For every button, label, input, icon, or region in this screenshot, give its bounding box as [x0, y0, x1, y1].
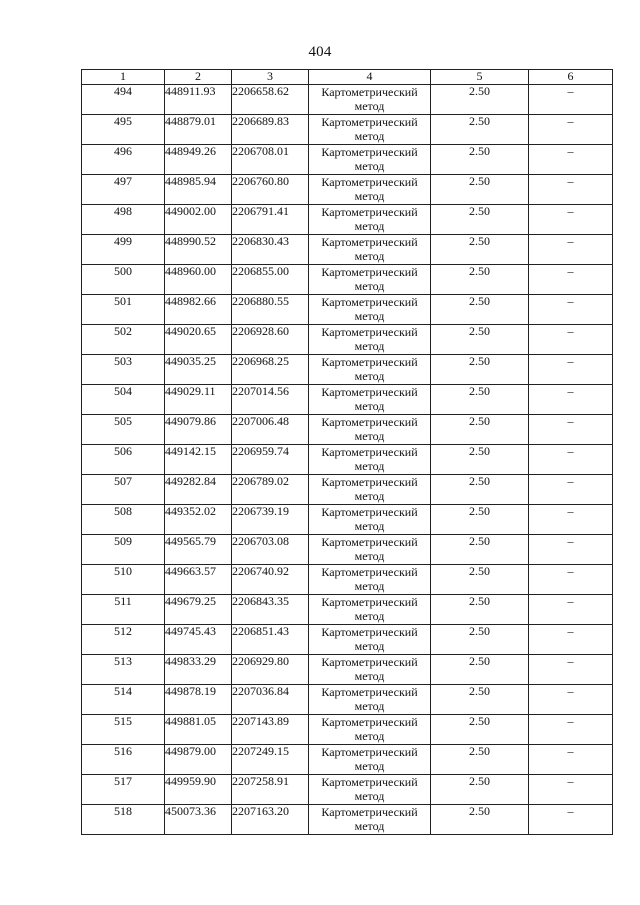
- accuracy-cell: 2.50: [431, 415, 529, 445]
- accuracy-cell: 2.50: [431, 475, 529, 505]
- note-cell: –: [529, 235, 613, 265]
- table-row: [82, 445, 613, 475]
- table-body: [82, 85, 613, 835]
- y-coordinate-cell: 2207006.48: [232, 415, 309, 445]
- header-col-6: 6: [529, 70, 613, 85]
- method-line-1: Картометрический: [321, 205, 418, 219]
- note-cell: –: [529, 655, 613, 685]
- point-number-cell: 495: [82, 115, 165, 145]
- method-line-1: Картометрический: [321, 355, 418, 369]
- method-line-1: Картометрический: [321, 115, 418, 129]
- y-coordinate-cell: 2206928.60: [232, 325, 309, 355]
- x-coordinate-cell: 449282.84: [165, 475, 232, 505]
- method-line-1: Картометрический: [321, 385, 418, 399]
- page-number: 404: [308, 44, 332, 60]
- method-line-2: метод: [354, 279, 385, 293]
- x-coordinate-cell: 449833.29: [165, 655, 232, 685]
- note-cell: –: [529, 745, 613, 775]
- method-line-2: метод: [354, 819, 385, 833]
- method-line-2: метод: [354, 219, 385, 233]
- accuracy-cell: 2.50: [431, 175, 529, 205]
- y-coordinate-cell: 2206791.41: [232, 205, 309, 235]
- method-line-2: метод: [354, 579, 385, 593]
- table-row: [82, 565, 613, 595]
- method-line-1: Картометрический: [321, 475, 418, 489]
- accuracy-cell: 2.50: [431, 85, 529, 115]
- table-row: [82, 625, 613, 655]
- method-cell: [309, 715, 431, 745]
- point-number-cell: 508: [82, 505, 165, 535]
- y-coordinate-cell: 2206843.35: [232, 595, 309, 625]
- method-line-1: Картометрический: [321, 265, 418, 279]
- method-line-2: метод: [354, 129, 385, 143]
- accuracy-cell: 2.50: [431, 505, 529, 535]
- method-line-2: метод: [354, 519, 385, 533]
- x-coordinate-cell: 449079.86: [165, 415, 232, 445]
- table-row: [82, 805, 613, 835]
- method-line-2: метод: [354, 609, 385, 623]
- method-line-1: Картометрический: [321, 85, 418, 99]
- point-number-cell: 497: [82, 175, 165, 205]
- header-col-4: 4: [309, 70, 431, 85]
- point-number-cell: 513: [82, 655, 165, 685]
- y-coordinate-cell: 2207143.89: [232, 715, 309, 745]
- point-number-cell: 501: [82, 295, 165, 325]
- method-line-1: Картометрический: [321, 235, 418, 249]
- table-row: [82, 355, 613, 385]
- point-number-cell: 505: [82, 415, 165, 445]
- header-col-3: 3: [232, 70, 309, 85]
- point-number-cell: 496: [82, 145, 165, 175]
- method-line-2: метод: [354, 249, 385, 263]
- note-cell: –: [529, 415, 613, 445]
- accuracy-cell: 2.50: [431, 295, 529, 325]
- accuracy-cell: 2.50: [431, 625, 529, 655]
- y-coordinate-cell: 2207163.20: [232, 805, 309, 835]
- note-cell: –: [529, 535, 613, 565]
- y-coordinate-cell: 2206830.43: [232, 235, 309, 265]
- table-row: [82, 205, 613, 235]
- accuracy-cell: 2.50: [431, 745, 529, 775]
- method-cell: [309, 595, 431, 625]
- y-coordinate-cell: 2206739.19: [232, 505, 309, 535]
- method-line-1: Картометрический: [321, 685, 418, 699]
- method-cell: [309, 505, 431, 535]
- method-line-2: метод: [354, 729, 385, 743]
- y-coordinate-cell: 2206929.80: [232, 655, 309, 685]
- point-number-cell: 516: [82, 745, 165, 775]
- note-cell: –: [529, 805, 613, 835]
- x-coordinate-cell: 449878.19: [165, 685, 232, 715]
- method-cell: [309, 355, 431, 385]
- point-number-cell: 517: [82, 775, 165, 805]
- accuracy-cell: 2.50: [431, 655, 529, 685]
- y-coordinate-cell: 2206760.80: [232, 175, 309, 205]
- method-line-1: Картометрический: [321, 325, 418, 339]
- point-number-cell: 504: [82, 385, 165, 415]
- method-cell: [309, 685, 431, 715]
- x-coordinate-cell: 449959.90: [165, 775, 232, 805]
- y-coordinate-cell: 2207036.84: [232, 685, 309, 715]
- accuracy-cell: 2.50: [431, 355, 529, 385]
- accuracy-cell: 2.50: [431, 445, 529, 475]
- header-col-1: 1: [82, 70, 165, 85]
- x-coordinate-cell: 449663.57: [165, 565, 232, 595]
- table-row: [82, 595, 613, 625]
- table-row: [82, 85, 613, 115]
- x-coordinate-cell: 449352.02: [165, 505, 232, 535]
- method-line-1: Картометрический: [321, 745, 418, 759]
- method-line-1: Картометрический: [321, 565, 418, 579]
- y-coordinate-cell: 2206740.92: [232, 565, 309, 595]
- table-row: [82, 475, 613, 505]
- y-coordinate-cell: 2206959.74: [232, 445, 309, 475]
- method-line-2: метод: [354, 159, 385, 173]
- table-row: [82, 385, 613, 415]
- note-cell: –: [529, 475, 613, 505]
- method-line-2: метод: [354, 549, 385, 563]
- method-line-1: Картометрический: [321, 145, 418, 159]
- method-cell: [309, 265, 431, 295]
- point-number-cell: 502: [82, 325, 165, 355]
- method-line-2: метод: [354, 759, 385, 773]
- note-cell: –: [529, 265, 613, 295]
- x-coordinate-cell: 449002.00: [165, 205, 232, 235]
- x-coordinate-cell: 449035.25: [165, 355, 232, 385]
- note-cell: –: [529, 595, 613, 625]
- point-number-cell: 507: [82, 475, 165, 505]
- method-cell: [309, 565, 431, 595]
- accuracy-cell: 2.50: [431, 565, 529, 595]
- y-coordinate-cell: 2207014.56: [232, 385, 309, 415]
- note-cell: –: [529, 775, 613, 805]
- y-coordinate-cell: 2206703.08: [232, 535, 309, 565]
- point-number-cell: 514: [82, 685, 165, 715]
- table-row: [82, 745, 613, 775]
- x-coordinate-cell: 449142.15: [165, 445, 232, 475]
- x-coordinate-cell: 450073.36: [165, 805, 232, 835]
- method-cell: [309, 445, 431, 475]
- point-number-cell: 518: [82, 805, 165, 835]
- method-cell: [309, 235, 431, 265]
- method-line-2: метод: [354, 699, 385, 713]
- table-row: [82, 655, 613, 685]
- method-line-1: Картометрический: [321, 445, 418, 459]
- method-cell: [309, 745, 431, 775]
- accuracy-cell: 2.50: [431, 775, 529, 805]
- note-cell: –: [529, 205, 613, 235]
- table-row: [82, 415, 613, 445]
- method-line-1: Картометрический: [321, 505, 418, 519]
- accuracy-cell: 2.50: [431, 715, 529, 745]
- header-col-2: 2: [165, 70, 232, 85]
- method-line-2: метод: [354, 339, 385, 353]
- note-cell: –: [529, 685, 613, 715]
- y-coordinate-cell: 2206855.00: [232, 265, 309, 295]
- accuracy-cell: 2.50: [431, 205, 529, 235]
- table-row: [82, 325, 613, 355]
- point-number-cell: 494: [82, 85, 165, 115]
- method-line-2: метод: [354, 789, 385, 803]
- method-cell: [309, 295, 431, 325]
- accuracy-cell: 2.50: [431, 325, 529, 355]
- note-cell: –: [529, 625, 613, 655]
- accuracy-cell: 2.50: [431, 595, 529, 625]
- method-cell: [309, 325, 431, 355]
- table-row: [82, 295, 613, 325]
- method-cell: [309, 535, 431, 565]
- method-line-2: метод: [354, 399, 385, 413]
- y-coordinate-cell: 2206968.25: [232, 355, 309, 385]
- y-coordinate-cell: 2207258.91: [232, 775, 309, 805]
- method-line-2: метод: [354, 99, 385, 113]
- method-line-1: Картометрический: [321, 805, 418, 819]
- point-number-cell: 503: [82, 355, 165, 385]
- method-cell: [309, 625, 431, 655]
- x-coordinate-cell: 448985.94: [165, 175, 232, 205]
- method-line-1: Картометрический: [321, 175, 418, 189]
- method-cell: [309, 205, 431, 235]
- accuracy-cell: 2.50: [431, 265, 529, 295]
- table-row: [82, 145, 613, 175]
- accuracy-cell: 2.50: [431, 685, 529, 715]
- note-cell: –: [529, 355, 613, 385]
- header-col-5: 5: [431, 70, 529, 85]
- point-number-cell: 506: [82, 445, 165, 475]
- method-cell: [309, 415, 431, 445]
- x-coordinate-cell: 448982.66: [165, 295, 232, 325]
- x-coordinate-cell: 448911.93: [165, 85, 232, 115]
- method-line-2: метод: [354, 189, 385, 203]
- note-cell: –: [529, 325, 613, 355]
- accuracy-cell: 2.50: [431, 145, 529, 175]
- method-line-2: метод: [354, 669, 385, 683]
- table-row: [82, 685, 613, 715]
- method-cell: [309, 385, 431, 415]
- x-coordinate-cell: 449679.25: [165, 595, 232, 625]
- method-line-1: Картометрический: [321, 415, 418, 429]
- table-row: [82, 775, 613, 805]
- table-row: [82, 175, 613, 205]
- point-number-cell: 509: [82, 535, 165, 565]
- point-number-cell: 500: [82, 265, 165, 295]
- method-line-2: метод: [354, 429, 385, 443]
- note-cell: –: [529, 565, 613, 595]
- x-coordinate-cell: 449881.05: [165, 715, 232, 745]
- x-coordinate-cell: 448990.52: [165, 235, 232, 265]
- table-row: [82, 265, 613, 295]
- note-cell: –: [529, 115, 613, 145]
- method-cell: [309, 115, 431, 145]
- x-coordinate-cell: 448960.00: [165, 265, 232, 295]
- y-coordinate-cell: 2206789.02: [232, 475, 309, 505]
- accuracy-cell: 2.50: [431, 385, 529, 415]
- table-row: [82, 115, 613, 145]
- note-cell: –: [529, 505, 613, 535]
- note-cell: –: [529, 445, 613, 475]
- table-header-row: [82, 70, 613, 85]
- point-number-cell: 498: [82, 205, 165, 235]
- method-cell: [309, 85, 431, 115]
- method-line-1: Картометрический: [321, 625, 418, 639]
- method-cell: [309, 145, 431, 175]
- table-row: [82, 235, 613, 265]
- method-cell: [309, 805, 431, 835]
- method-line-1: Картометрический: [321, 715, 418, 729]
- x-coordinate-cell: 449029.11: [165, 385, 232, 415]
- y-coordinate-cell: 2206880.55: [232, 295, 309, 325]
- point-number-cell: 499: [82, 235, 165, 265]
- table-row: [82, 535, 613, 565]
- point-number-cell: 510: [82, 565, 165, 595]
- method-cell: [309, 655, 431, 685]
- accuracy-cell: 2.50: [431, 235, 529, 265]
- note-cell: –: [529, 385, 613, 415]
- method-line-1: Картометрический: [321, 535, 418, 549]
- x-coordinate-cell: 449020.65: [165, 325, 232, 355]
- note-cell: –: [529, 85, 613, 115]
- y-coordinate-cell: 2207249.15: [232, 745, 309, 775]
- x-coordinate-cell: 449565.79: [165, 535, 232, 565]
- accuracy-cell: 2.50: [431, 115, 529, 145]
- method-line-2: метод: [354, 639, 385, 653]
- method-line-1: Картометрический: [321, 595, 418, 609]
- y-coordinate-cell: 2206658.62: [232, 85, 309, 115]
- method-cell: [309, 175, 431, 205]
- note-cell: –: [529, 175, 613, 205]
- point-number-cell: 515: [82, 715, 165, 745]
- accuracy-cell: 2.50: [431, 805, 529, 835]
- accuracy-cell: 2.50: [431, 535, 529, 565]
- y-coordinate-cell: 2206851.43: [232, 625, 309, 655]
- table-row: [82, 505, 613, 535]
- coordinates-table: [81, 69, 613, 835]
- method-line-2: метод: [354, 369, 385, 383]
- point-number-cell: 512: [82, 625, 165, 655]
- method-line-1: Картометрический: [321, 295, 418, 309]
- method-line-1: Картометрический: [321, 775, 418, 789]
- y-coordinate-cell: 2206689.83: [232, 115, 309, 145]
- y-coordinate-cell: 2206708.01: [232, 145, 309, 175]
- method-line-2: метод: [354, 459, 385, 473]
- method-line-2: метод: [354, 309, 385, 323]
- method-cell: [309, 775, 431, 805]
- note-cell: –: [529, 715, 613, 745]
- x-coordinate-cell: 449745.43: [165, 625, 232, 655]
- method-line-2: метод: [354, 489, 385, 503]
- method-line-1: Картометрический: [321, 655, 418, 669]
- x-coordinate-cell: 448879.01: [165, 115, 232, 145]
- method-cell: [309, 475, 431, 505]
- x-coordinate-cell: 448949.26: [165, 145, 232, 175]
- x-coordinate-cell: 449879.00: [165, 745, 232, 775]
- point-number-cell: 511: [82, 595, 165, 625]
- note-cell: –: [529, 145, 613, 175]
- note-cell: –: [529, 295, 613, 325]
- table-row: [82, 715, 613, 745]
